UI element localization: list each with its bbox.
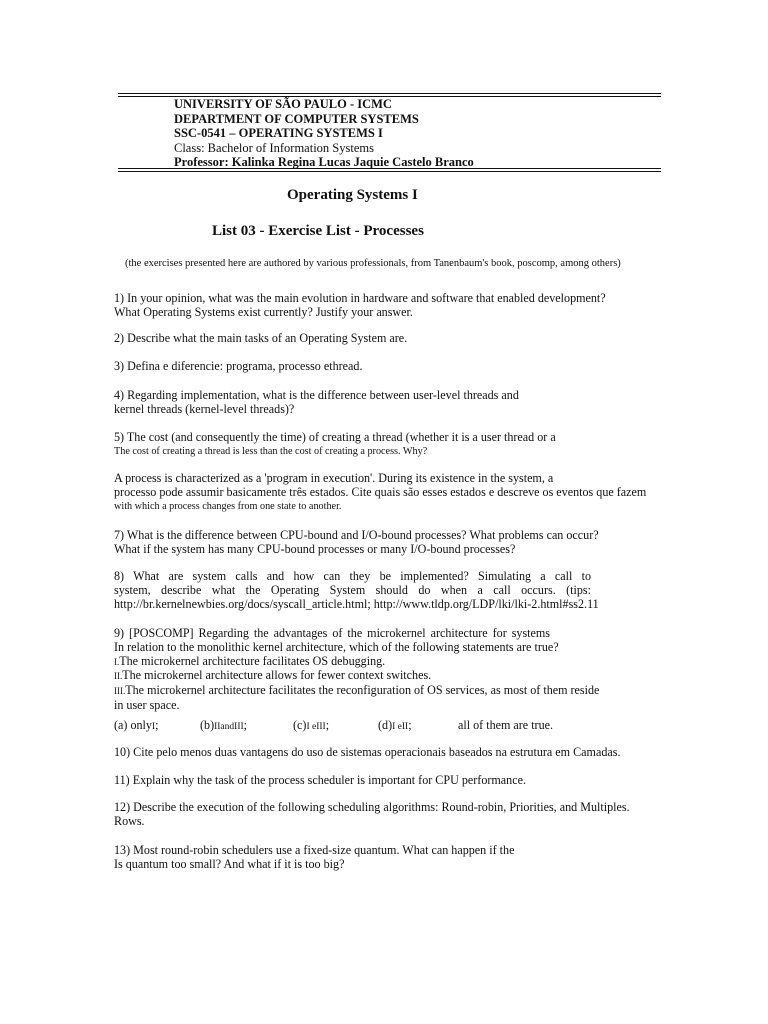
statement-1: [114, 655, 550, 670]
option-tail: ;: [155, 718, 159, 732]
statement-text: The microkernel architecture facilitates the reconfiguration of OS services, as most of them reside: [125, 683, 600, 698]
document-header: [174, 97, 474, 170]
statement-text: The microkernel architecture allows for fewer context switches.: [122, 668, 432, 683]
question-line: 7) What is the difference between CPU-bound and I/O-bound processes? What problems can occur?: [114, 528, 599, 542]
question-line: Rows.: [114, 813, 145, 828]
question-line: What if the system has many CPU-bound processes or many I/O-bound processes?: [114, 541, 516, 556]
question-line: 13) Most round-robin schedulers use a fixed-size quantum. What can happen if the: [114, 843, 515, 857]
question-1: [114, 292, 622, 320]
option-label: all of them are true.: [458, 718, 554, 732]
roman-numeral: III.: [114, 686, 126, 697]
option-label: (b): [200, 718, 215, 732]
question-3: [114, 360, 622, 374]
option-label: (c): [293, 718, 307, 732]
department-name: DEPARTMENT OF COMPUTER SYSTEMS: [174, 111, 419, 126]
question-line: The cost of creating a thread is less than the cost of creating a process. Why?: [114, 445, 428, 457]
question-line: 4) Regarding implementation, what is the difference between user-level threads and: [114, 388, 519, 402]
option-a: [114, 718, 159, 733]
roman-numeral: I.: [114, 656, 120, 667]
roman-numeral: II.: [114, 671, 123, 682]
option-value: I eII: [392, 722, 409, 732]
question-11: [114, 774, 622, 788]
question-line: processo pode assumir basicamente três estados. Cite quais são esses estados e descreve os eventos que fazem: [114, 484, 647, 499]
question-13: [114, 844, 622, 872]
question-line: 10) Cite pelo menos duas vantagens do uso de sistemas operacionais baseados na estrutura em Camadas.: [114, 745, 621, 759]
option-tail: ;: [325, 718, 330, 732]
option-label: (a) only: [114, 718, 152, 732]
question-10: [114, 746, 622, 760]
statement-text: The microkernel architecture facilitates OS debugging.: [119, 653, 386, 668]
question-line: Is quantum too small? And what if it is too big?: [114, 856, 345, 871]
question-line: 11) Explain why the task of the process scheduler is important for CPU performance.: [114, 773, 526, 787]
question-9: [114, 626, 600, 713]
question-6: [114, 471, 647, 513]
class-line: Class: Bachelor of Information Systems: [174, 140, 374, 155]
question-line: 3) Defina e diferencie: programa, processo ethread.: [114, 359, 363, 373]
question-2: [114, 332, 622, 346]
question-line: with which a process changes from one state to another.: [114, 500, 342, 512]
question-line: A process is characterized as a 'program in execution'. During its existence in the system, a: [114, 471, 554, 485]
option-d: [378, 718, 412, 733]
option-value: I: [151, 722, 156, 732]
university-name: UNIVERSITY OF SÃO PAULO - ICMC: [174, 97, 392, 111]
question-line: http://br.kernelnewbies.org/docs/syscall_article.html; http://www.tldp.org/LDP/lki/lki-2.html#ss2.11: [114, 596, 599, 611]
question-line: 5) The cost (and consequently the time) of creating a thread (whether it is a user thread or a: [114, 430, 556, 444]
professor-line: Professor: Kalinka Regina Lucas Jaquie Castelo Branco: [174, 155, 474, 170]
option-value: IIandIII: [214, 722, 244, 732]
header-rule-top-1: [118, 93, 661, 94]
question-4: [114, 389, 622, 417]
option-tail: ;: [408, 718, 412, 732]
question-12: [114, 800, 630, 829]
option-e: [458, 718, 553, 733]
question-5: [114, 431, 622, 459]
document-subtitle: List 03 - Exercise List - Processes: [212, 223, 424, 239]
document-title: Operating Systems I: [287, 187, 418, 203]
statement-2: [114, 669, 550, 684]
question-8: [114, 569, 599, 611]
option-tail: ;: [243, 718, 248, 732]
question-line: in user space.: [114, 697, 180, 712]
question-line: 2) Describe what the main tasks of an Operating System are.: [114, 331, 408, 345]
question-line: 8) What are system calls and how can they be implemented? Simulating a call to: [114, 569, 591, 583]
statement-3: [114, 683, 600, 699]
question-line: 9) [POSCOMP] Regarding the advantages of the microkernel architecture for systems: [114, 626, 550, 640]
question-7: [114, 529, 622, 557]
option-b: [200, 718, 247, 733]
question-line: What Operating Systems exist currently? Justify your answer.: [114, 304, 413, 319]
option-label: (d): [378, 718, 393, 732]
question-line: 1) In your opinion, what was the main evolution in hardware and software that enabled development?: [114, 291, 606, 305]
question-line: system, describe what the Operating System should do when a call occurs. (tips:: [114, 582, 591, 597]
question-line: In relation to the monolithic kernel architecture, which of the following statements are true?: [114, 639, 559, 654]
course-name: SSC-0541 – OPERATING SYSTEMS I: [174, 126, 383, 141]
option-c: [293, 718, 329, 733]
option-value: I eIII: [306, 722, 326, 732]
header-rule-bottom-2: [118, 171, 661, 172]
question-line: 12) Describe the execution of the following scheduling algorithms: Round-robin, Priorities, and Multiples.: [114, 800, 630, 814]
authorship-note: (the exercises presented here are authored by various professionals, from Tanenbaum's book, poscomp, among others): [125, 258, 621, 269]
question-line: kernel threads (kernel-level threads)?: [114, 401, 295, 416]
